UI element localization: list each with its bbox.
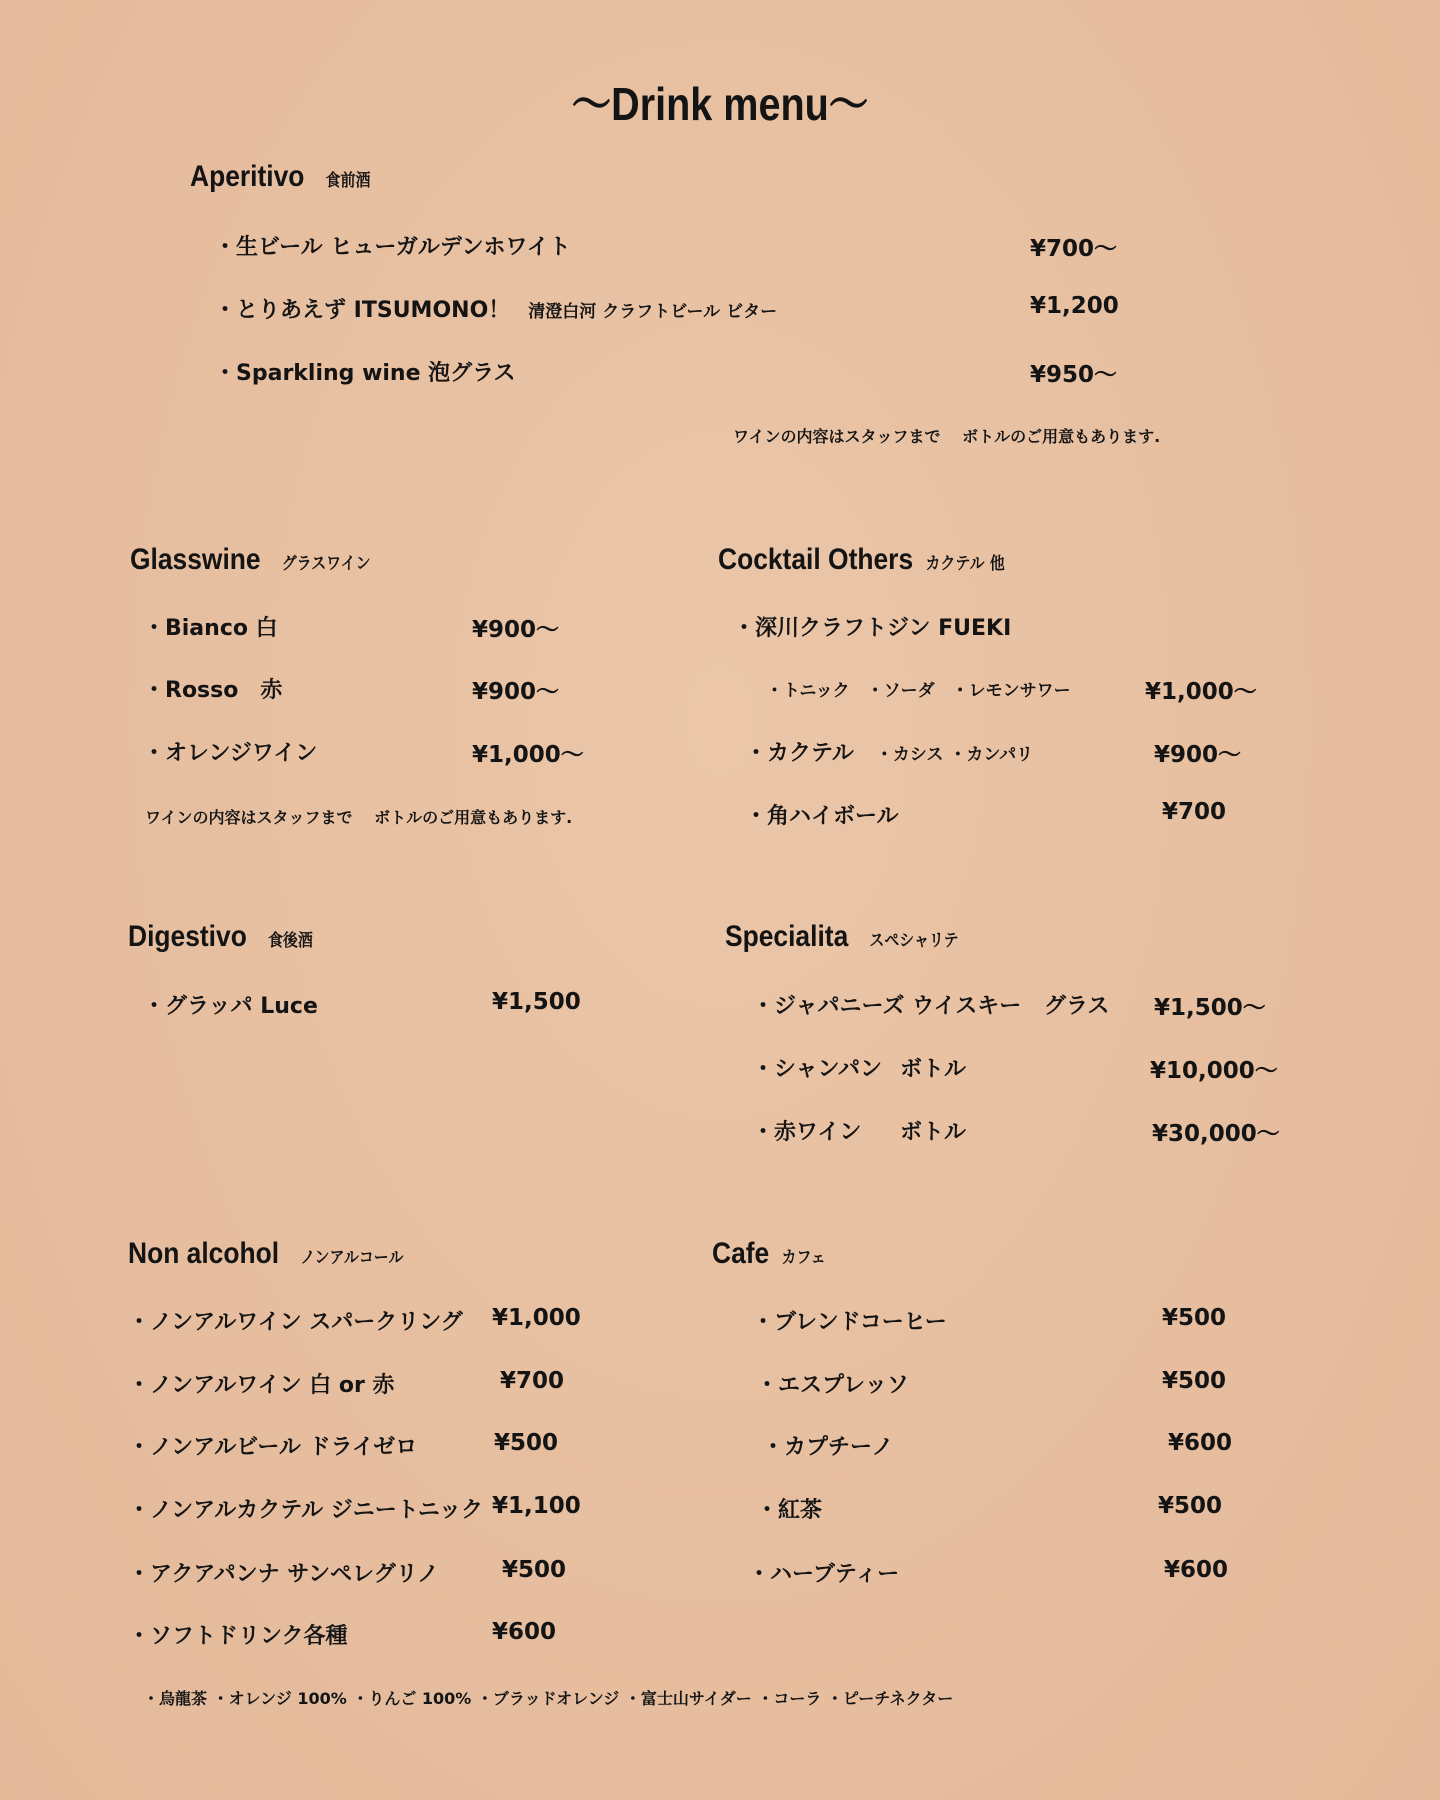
cocktail-cocktail-name: ・カクテル: [745, 741, 854, 766]
aperitivo-item-3-name: ・Sparkling wine 泡グラス: [214, 361, 516, 386]
cafe-item-2-name: ・エスプレッソ: [756, 1373, 909, 1398]
nonalcohol-item-2-name: ・ノンアルワイン 白 or 赤: [128, 1373, 395, 1398]
cocktail-cocktail-options: ・カシス ・カンパリ: [875, 745, 1034, 765]
section-title-glasswine: [130, 543, 371, 577]
cocktail-highball-price: ¥700: [1162, 799, 1227, 825]
glasswine-title: Glasswine: [130, 543, 261, 576]
glasswine-note: ワインの内容はスタッフまで ボトルのご用意もあります.: [145, 808, 573, 827]
section-title-nonalcohol: [128, 1237, 403, 1271]
specialita-item-2-unit: ボトル: [900, 1057, 967, 1082]
aperitivo-item-3-price: ¥950〜: [1030, 362, 1118, 388]
cocktail-highball-name: ・角ハイボール: [745, 804, 899, 829]
aperitivo-item-2: [214, 293, 777, 324]
cocktail-title-jp: カクテル 他: [925, 554, 1005, 574]
section-title-aperitivo: [190, 160, 370, 194]
cafe-item-3-name: ・カプチーノ: [762, 1435, 894, 1460]
aperitivo-item-2-sub: 清澄白河 クラフトビール ビター: [528, 302, 778, 322]
cocktail-gin-options: ・トニック ・ソーダ ・レモンサワー: [766, 681, 1071, 701]
cafe-item-4-name: ・紅茶: [756, 1498, 823, 1523]
cafe-title-jp: カフェ: [781, 1248, 826, 1268]
nonalcohol-item-5-price: ¥500: [502, 1557, 567, 1583]
cocktail-gin-price: ¥1,000〜: [1145, 679, 1257, 705]
specialita-item-3-name: ・赤ワイン: [752, 1120, 862, 1145]
nonalcohol-item-4-price: ¥1,100: [492, 1493, 581, 1519]
specialita-title-jp: スペシャリテ: [869, 931, 959, 951]
cafe-item-5-name: ・ハーブティー: [748, 1562, 900, 1587]
digestivo-item-1-price: ¥1,500: [492, 989, 581, 1015]
section-title-cocktail: [718, 543, 1005, 577]
section-title-specialita: [725, 920, 959, 954]
nonalcohol-item-4-name: ・ノンアルカクテル ジニートニック: [128, 1498, 484, 1523]
glasswine-title-jp: グラスワイン: [281, 554, 371, 574]
glasswine-item-2-price: ¥900〜: [472, 679, 560, 705]
cafe-title: Cafe: [712, 1237, 770, 1270]
nonalcohol-item-6-price: ¥600: [492, 1619, 557, 1645]
nonalcohol-item-3-name: ・ノンアルビール ドライゼロ: [128, 1435, 418, 1460]
specialita-item-1-name: ・ジャパニーズ ウイスキー: [752, 994, 1022, 1019]
digestivo-title: Digestivo: [128, 920, 247, 953]
aperitivo-item-1-name: ・生ビール ヒューガルデンホワイト: [214, 235, 571, 260]
cafe-item-3-price: ¥600: [1168, 1430, 1233, 1456]
aperitivo-item-2-name: ・とりあえず ITSUMONO！: [214, 298, 511, 323]
nonalcohol-item-5-name: ・アクアパンナ サンペレグリノ: [128, 1562, 439, 1587]
cafe-item-1-price: ¥500: [1162, 1305, 1227, 1331]
specialita-title: Specialita: [725, 920, 849, 953]
aperitivo-title-jp: 食前酒: [325, 171, 371, 191]
section-title-digestivo: [128, 920, 313, 954]
aperitivo-note: ワインの内容はスタッフまで ボトルのご用意もあります.: [733, 427, 1161, 446]
cocktail-gin-name: ・深川クラフトジン FUEKI: [733, 616, 1012, 641]
glasswine-item-1-name: ・Bianco 白: [143, 616, 278, 641]
cocktail-cocktail: [745, 736, 1033, 767]
nonalcohol-item-6-name: ・ソフトドリンク各種: [128, 1624, 348, 1649]
nonalcohol-item-3-price: ¥500: [494, 1430, 559, 1456]
glasswine-item-3-name: ・オレンジワイン: [143, 741, 318, 766]
nonalcohol-title: Non alcohol: [128, 1237, 280, 1270]
specialita-item-3-price: ¥30,000〜: [1152, 1121, 1280, 1147]
glasswine-item-1-price: ¥900〜: [472, 617, 560, 643]
cafe-item-5-price: ¥600: [1164, 1557, 1229, 1583]
specialita-item-1-price: ¥1,500〜: [1154, 995, 1266, 1021]
aperitivo-item-1-price: ¥700〜: [1030, 236, 1118, 262]
nonalcohol-item-1-name: ・ノンアルワイン スパークリング: [128, 1310, 463, 1335]
cafe-item-1-name: ・ブレンドコーヒー: [752, 1310, 947, 1335]
menu-title: 〜Drink menu〜: [571, 78, 869, 130]
specialita-item-2-price: ¥10,000〜: [1150, 1058, 1278, 1084]
specialita-item-1-unit: グラス: [1044, 994, 1110, 1019]
specialita-item-2-name: ・シャンパン: [752, 1057, 883, 1082]
cocktail-title: Cocktail Others: [718, 543, 914, 576]
section-title-cafe: [712, 1237, 826, 1271]
nonalcohol-item-1-price: ¥1,000: [492, 1305, 581, 1331]
glasswine-item-2-name: ・Rosso 赤: [143, 678, 283, 703]
cocktail-cocktail-price: ¥900〜: [1154, 742, 1242, 768]
nonalcohol-item-2-price: ¥700: [500, 1368, 565, 1394]
aperitivo-item-2-price: ¥1,200: [1030, 293, 1119, 319]
cafe-item-2-price: ¥500: [1162, 1368, 1227, 1394]
specialita-item-3-unit: ボトル: [900, 1120, 967, 1145]
nonalcohol-title-jp: ノンアルコール: [300, 1248, 404, 1268]
nonalcohol-softdrinks: ・烏龍茶 ・オレンジ 100% ・りんご 100% ・ブラッドオレンジ ・富士山サイダー ・コーラ ・ピーチネクター: [143, 1689, 954, 1708]
aperitivo-title: Aperitivo: [190, 160, 305, 193]
cafe-item-4-price: ¥500: [1158, 1493, 1223, 1519]
digestivo-item-1-name: ・グラッパ Luce: [143, 994, 318, 1019]
digestivo-title-jp: 食後酒: [267, 931, 313, 951]
glasswine-item-3-price: ¥1,000〜: [472, 742, 584, 768]
